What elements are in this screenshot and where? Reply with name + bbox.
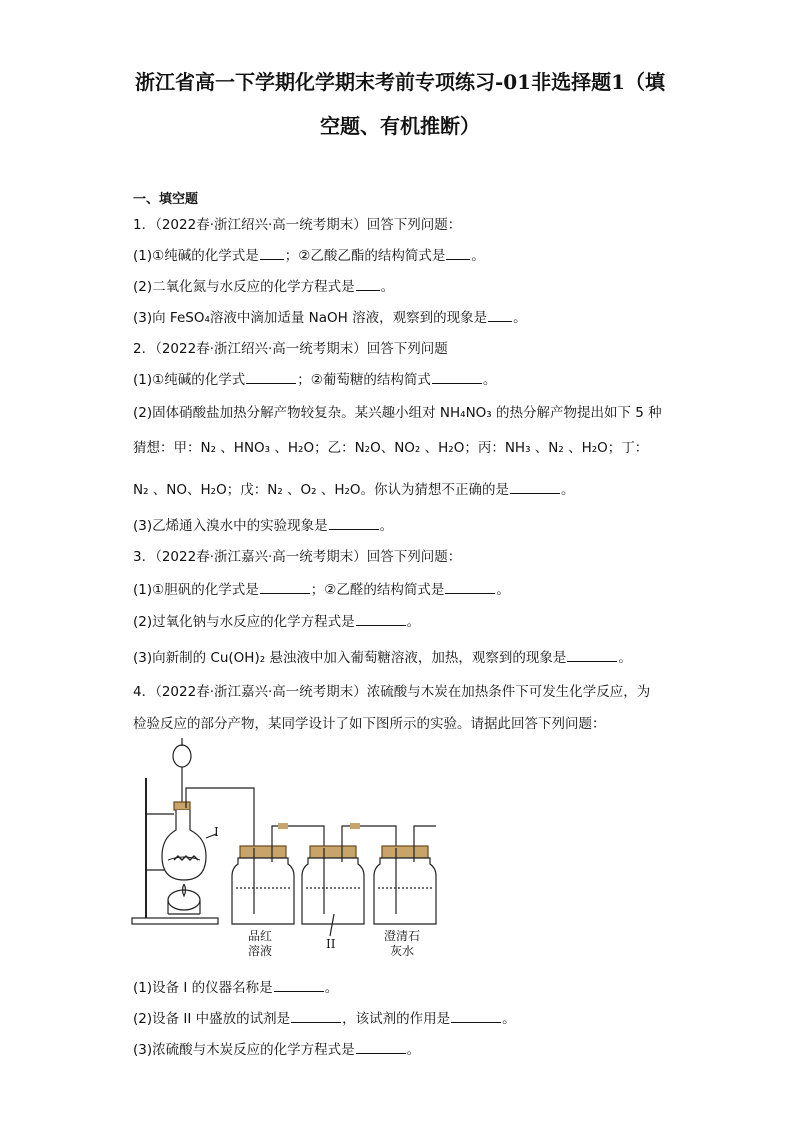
q4-header-line2: 检验反应的部分产物，某同学设计了如下图所示的实验。请据此回答下列问题： — [133, 716, 606, 732]
answer-blank[interactable] — [246, 371, 296, 384]
q2-part1: (1)①纯碱的化学式 ；②葡萄糖的结构简式 。 — [133, 372, 497, 388]
answer-blank[interactable] — [488, 309, 512, 322]
q3-part2: (2)过氧化钠与水反应的化学方程式是 。 — [133, 614, 421, 630]
q4-part1: (1)设备 I 的仪器名称是 。 — [133, 980, 339, 996]
document-title-line1: 浙江省高一下学期化学期末考前专项练习-01非选择题1（填 — [134, 70, 666, 94]
round-bottom-flask — [162, 810, 206, 880]
answer-blank[interactable] — [451, 1010, 501, 1023]
stand-base — [132, 918, 218, 924]
section-heading: 一、填空题 — [133, 192, 199, 207]
answer-blank[interactable] — [274, 979, 324, 992]
rubber-stopper — [174, 802, 190, 810]
answer-blank[interactable] — [291, 1010, 341, 1023]
q3-part1: (1)①胆矾的化学式是 ；②乙醛的结构简式是 。 — [133, 582, 510, 598]
q1-part3: (3)向 FeSO₄溶液中滴加适量 NaOH 溶液，观察到的现象是 。 — [133, 310, 527, 326]
answer-blank[interactable] — [445, 581, 495, 594]
bottle-II — [302, 858, 364, 924]
q4-part3: (3)浓硫酸与木炭反应的化学方程式是 。 — [133, 1042, 421, 1058]
q2-guess-line1: 猜想：甲：N₂ 、HNO₃ 、H₂O；乙：N₂O、NO₂ 、H₂O；丙：NH₃ 、N₂ 、H₂O；丁： — [133, 440, 649, 456]
label-I: I — [214, 825, 219, 839]
answer-blank[interactable] — [356, 1041, 406, 1054]
bottle-limewater — [374, 858, 436, 924]
answer-blank[interactable] — [356, 278, 380, 291]
answer-blank[interactable] — [260, 581, 310, 594]
q3-header: 3．（2022春·浙江嘉兴·高一统考期末）回答下列问题： — [133, 549, 462, 565]
dropping-funnel — [173, 745, 191, 767]
q1-part2: (2)二氧化氮与水反应的化学方程式是 。 — [133, 279, 395, 295]
label-pinhong-b: 溶液 — [248, 944, 273, 958]
label-pinhong-a: 品红 — [248, 929, 273, 943]
label-limewater-b: 灰水 — [390, 944, 415, 958]
q2-header: 2．（2022春·浙江绍兴·高一统考期末）回答下列问题 — [133, 341, 448, 357]
answer-blank[interactable] — [567, 649, 617, 662]
answer-blank[interactable] — [432, 371, 482, 384]
alcohol-lamp — [168, 890, 200, 910]
answer-blank[interactable] — [510, 481, 560, 494]
q1-part1: (1)①纯碱的化学式是 ；②乙酸乙酯的结构简式是 。 — [133, 248, 485, 264]
bottle-pinhong — [232, 858, 294, 924]
q2-part3: (3)乙烯通入溴水中的实验现象是 。 — [133, 518, 394, 534]
q2-guess-line2: N₂ 、NO、H₂O；戊：N₂ 、O₂ 、H₂O。你认为猜想不正确的是 。 — [133, 482, 575, 498]
answer-blank[interactable] — [446, 247, 470, 260]
label-limewater-a: 澄清石 — [384, 929, 421, 943]
q4-header: 4．（2022春·浙江嘉兴·高一统考期末）浓硫酸与木炭在加热条件下可发生化学反应，为 — [133, 684, 651, 700]
answer-blank[interactable] — [329, 517, 379, 530]
label-II: II — [326, 937, 336, 951]
q4-part2: (2)设备 II 中盛放的试剂是 ，该试剂的作用是 。 — [133, 1011, 516, 1027]
document-title-line2: 空题、有机推断） — [320, 114, 480, 138]
q2-part2: (2)固体硝酸盐加热分解产物较复杂。某兴趣小组对 NH₄NO₃ 的热分解产物提出如下 5 种 — [133, 405, 662, 421]
q3-part3: (3)向新制的 Cu(OH)₂ 悬浊液中加入葡萄糖溶液，加热，观察到的现象是 。 — [133, 650, 632, 666]
answer-blank[interactable] — [260, 247, 284, 260]
q1-header: 1．（2022春·浙江绍兴·高一统考期末）回答下列问题： — [133, 217, 462, 233]
experiment-apparatus-figure — [128, 738, 448, 960]
answer-blank[interactable] — [356, 613, 406, 626]
